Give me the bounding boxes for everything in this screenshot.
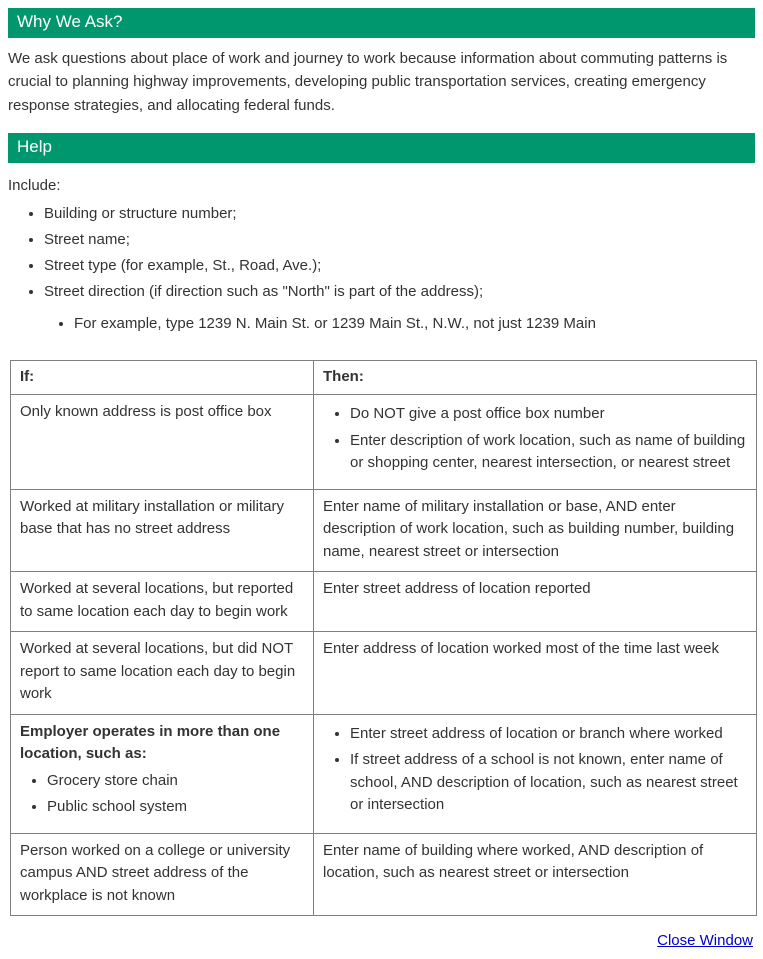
table-row [11, 714, 757, 833]
why-we-ask-header [8, 8, 755, 38]
then-cell-bullet-list [323, 403, 747, 475]
table-row [11, 489, 757, 572]
then-cell-text: Enter street address of location reported [323, 580, 591, 598]
if-cell [11, 489, 314, 572]
then-column-header: Then: [314, 360, 757, 395]
if-cell-text: Person worked on a college or university campus AND street address of the workplace is not known [20, 841, 291, 904]
table-row [11, 395, 757, 490]
include-sub-bullet-item: • For example, type 1239 N. Main St. or 1239 Main St., N.W., not just 1239 Main [74, 312, 755, 336]
if-then-table-body [11, 395, 757, 916]
then-cell [314, 572, 757, 632]
then-cell-bullet-item: • Do NOT give a post office box number [350, 403, 747, 426]
then-cell-bullet-list [323, 723, 747, 817]
include-bullet-item: • Building or structure number; [44, 202, 755, 226]
why-we-ask-body: We ask questions about place of work and journey to work because information about commuting patterns is crucial to planning highway improvements, developing public transportation services, creating emergency response strategies, and allocating federal funds. [8, 50, 728, 114]
if-column-header: If: [11, 360, 314, 395]
then-cell [314, 489, 757, 572]
if-cell-text: Worked at military installation or military base that has no street address [20, 497, 284, 538]
why-we-ask-title: Why We Ask? [17, 12, 123, 31]
then-cell-bullet-item: • Enter street address of location or branch where worked [350, 723, 747, 746]
if-cell-text: Employer operates in more than one location, such as: [20, 722, 281, 763]
then-cell [314, 833, 757, 916]
then-cell [314, 632, 757, 715]
table-row [11, 632, 757, 715]
then-cell [314, 395, 757, 490]
if-cell [11, 632, 314, 715]
help-header [8, 133, 755, 163]
then-cell-bullet-item: • Enter description of work location, such as name of building or shopping center, nearest intersection, or nearest street [350, 430, 747, 475]
include-bullet-list [8, 202, 755, 336]
if-cell [11, 395, 314, 490]
table-header-row [11, 360, 757, 395]
then-cell [314, 714, 757, 833]
if-cell [11, 833, 314, 916]
then-cell-text: Enter name of military installation or base, AND enter description of work location, such as building number, building name, nearest street or intersection [323, 497, 735, 560]
include-bullet-item: • Street type (for example, St., Road, Ave.); [44, 254, 755, 278]
help-title: Help [17, 136, 52, 156]
if-cell-text: Only known address is post office box [20, 403, 272, 421]
if-cell [11, 714, 314, 833]
include-bullet-item: • Street direction (if direction such as "North" is part of the address); • For example, type 1239 N. Main St. or 1239 Main St., N.W., not just 1239 Main [44, 280, 755, 336]
if-cell [11, 572, 314, 632]
table-row [11, 572, 757, 632]
then-cell-text: Enter name of building where worked, AND description of location, such as nearest street or intersection [323, 841, 704, 882]
footer [8, 932, 753, 949]
if-then-table-head [11, 360, 757, 395]
if-cell-bullet-list [20, 770, 304, 819]
if-cell-text: Worked at several locations, but did NOT report to same location each day to begin work [20, 640, 296, 703]
close-window-link[interactable]: Close Window [657, 932, 753, 950]
if-cell-bullet-item: • Public school system [47, 796, 304, 819]
include-label: Include: [8, 176, 61, 194]
if-then-table [10, 360, 757, 917]
then-cell-text: Enter address of location worked most of the time last week [323, 640, 720, 658]
if-cell-text: Worked at several locations, but reported to same location each day to begin work [20, 580, 294, 620]
table-row [11, 833, 757, 916]
if-cell-bullet-item: • Grocery store chain [47, 770, 304, 793]
then-cell-bullet-item: • If street address of a school is not known, enter name of school, AND description of location, such as nearest street or intersection [350, 749, 747, 817]
include-bullet-item: • Street name; [44, 228, 755, 252]
include-sub-bullet-list [44, 312, 755, 336]
